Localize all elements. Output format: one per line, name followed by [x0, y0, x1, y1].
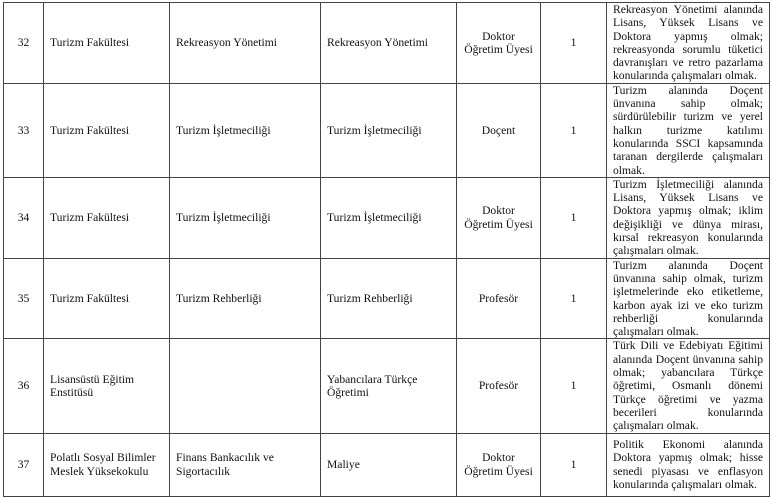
requirement-cell: Rekreasyon Yönetimi alanında Lisans, Yüksek Lisans ve Doktora yapmış olmak; rekreasyonda sorumlu tüketici davranışları ve retro pazarlama konularında çalışmaları olmak. [607, 3, 770, 84]
department-cell: Turizm İşletmeciliği [170, 177, 321, 258]
count-cell: 1 [541, 339, 607, 433]
row-number: 35 [4, 258, 44, 339]
count-cell: 1 [541, 83, 607, 177]
department-cell [170, 339, 321, 433]
row-number: 37 [4, 433, 44, 496]
unit-cell: Turizm Fakültesi [44, 177, 170, 258]
unit-cell: Lisansüstü Eğitim Enstitüsü [44, 339, 170, 433]
row-number: 34 [4, 177, 44, 258]
program-cell: Rekreasyon Yönetimi [321, 3, 457, 84]
count-cell: 1 [541, 177, 607, 258]
unit-cell: Turizm Fakültesi [44, 3, 170, 84]
program-cell: Maliye [321, 433, 457, 496]
program-cell: Turizm İşletmeciliği [321, 177, 457, 258]
department-cell: Turizm Rehberliği [170, 258, 321, 339]
requirement-cell: Turizm alanında Doçent ünvanına sahip olmak, turizm işletmelerinde eko etiketleme, karbon ayak izi ve eko turizm rehberliği konularında çalışmaları olmak. [607, 258, 770, 339]
unit-cell: Turizm Fakültesi [44, 83, 170, 177]
title-cell: Profesör [457, 339, 541, 433]
count-cell: 1 [541, 258, 607, 339]
program-cell: Yabancılara Türkçe Öğretimi [321, 339, 457, 433]
count-cell: 1 [541, 433, 607, 496]
title-cell: Doktor Öğretim Üyesi [457, 433, 541, 496]
title-cell: Profesör [457, 258, 541, 339]
department-cell: Rekreasyon Yönetimi [170, 3, 321, 84]
title-cell: Doktor Öğretim Üyesi [457, 177, 541, 258]
title-cell: Doktor Öğretim Üyesi [457, 3, 541, 84]
program-cell: Turizm İşletmeciliği [321, 83, 457, 177]
department-cell: Finans Bankacılık ve Sigortacılık [170, 433, 321, 496]
count-cell: 1 [541, 3, 607, 84]
unit-cell: Turizm Fakültesi [44, 258, 170, 339]
table-row [4, 177, 770, 258]
table-row [4, 83, 770, 177]
row-number: 36 [4, 339, 44, 433]
row-number: 33 [4, 83, 44, 177]
requirement-cell: Türk Dili ve Edebiyatı Eğitimi alanında Doçent ünvanına sahip olmak; yabancılara Türkçe öğretimi, Osmanlı dönemi Türkçe öğretimi ve yazma becerileri konularında çalışmaları olmak. [607, 339, 770, 433]
requirement-cell: Turizm İşletmeciliği alanında Lisans, Yüksek Lisans ve Doktora yapmış olmak; iklim değişikliği ve dünya mirası, kırsal rekreasyon konularında çalışmaları olmak. [607, 177, 770, 258]
table-row [4, 339, 770, 433]
row-number: 32 [4, 3, 44, 84]
table-row [4, 258, 770, 339]
position-table [3, 2, 770, 497]
table-row [4, 433, 770, 496]
table-row [4, 3, 770, 84]
program-cell: Turizm Rehberliği [321, 258, 457, 339]
requirement-cell: Turizm alanında Doçent ünvanına sahip olmak; sürdürülebilir turizm ve yerel halkın turizme katılımı konularında SSCI kapsamında taranan dergilerde çalışmaları olmak. [607, 83, 770, 177]
requirement-cell: Politik Ekonomi alanında Doktora yapmış olmak; hisse senedi piyasası ve enflasyon konularında çalışmaları olmak. [607, 433, 770, 496]
title-cell: Doçent [457, 83, 541, 177]
unit-cell: Polatlı Sosyal Bilimler Meslek Yüksekokulu [44, 433, 170, 496]
department-cell: Turizm İşletmeciliği [170, 83, 321, 177]
